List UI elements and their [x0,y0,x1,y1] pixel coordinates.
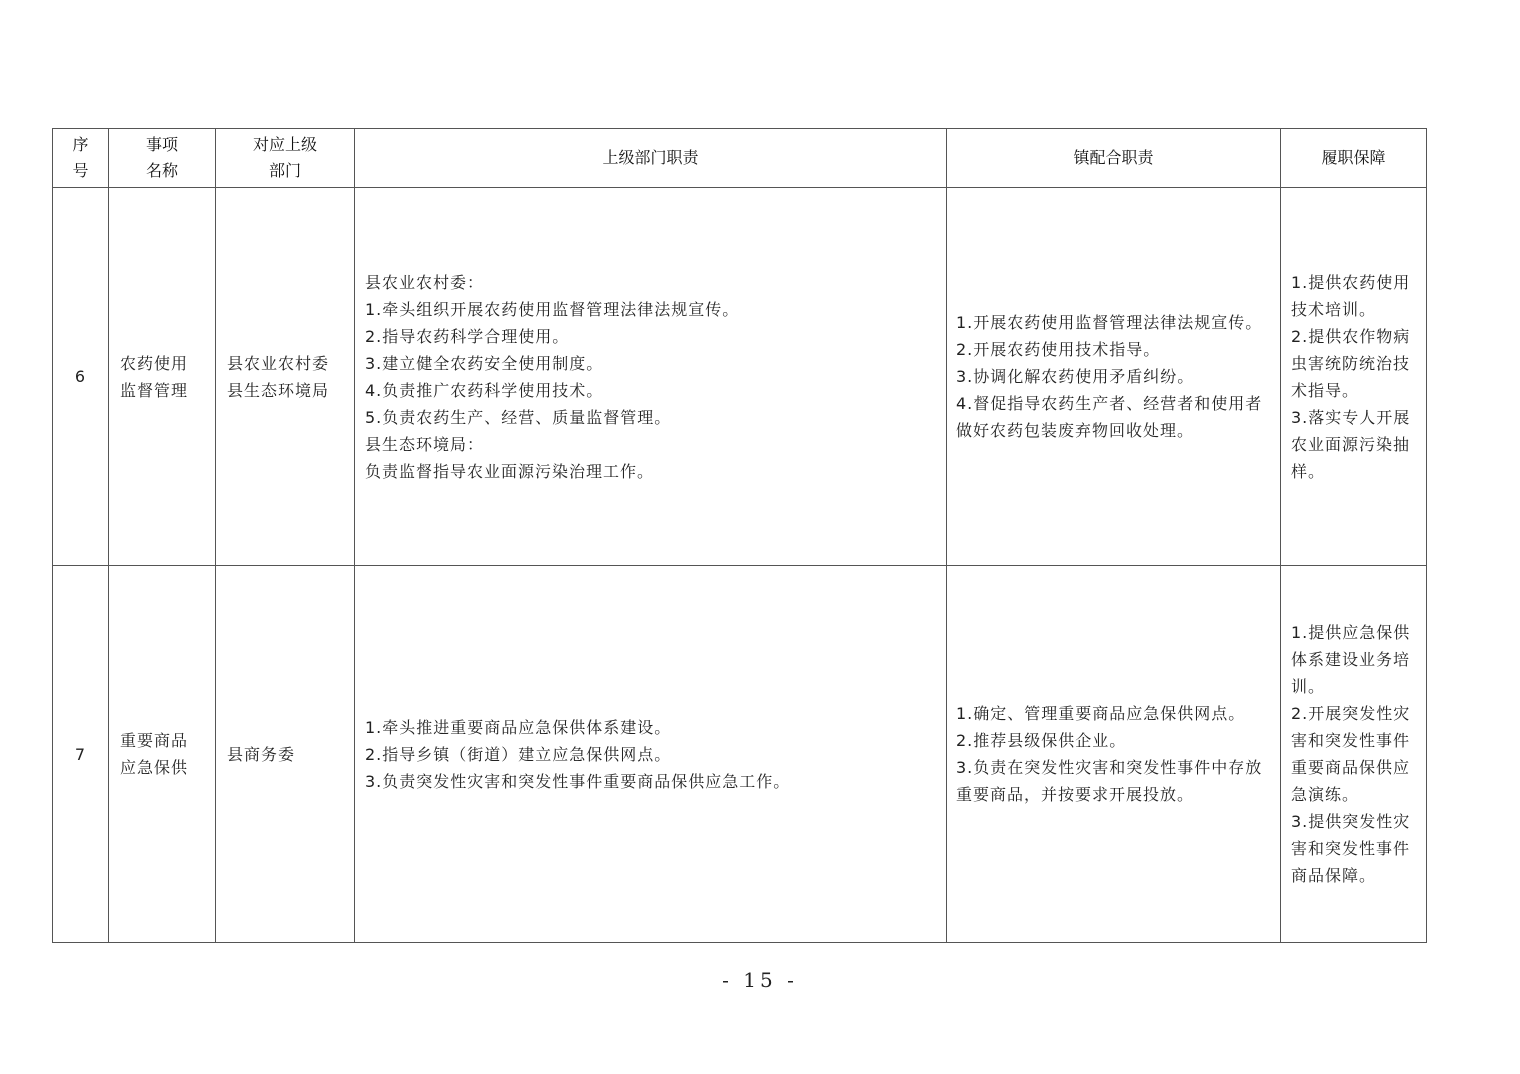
upper-duty-line: 县农业农村委： [365,272,485,292]
row-seq: 6 [53,188,109,566]
row-guarantee [1281,566,1427,943]
header-town-duty: 镇配合职责 [947,129,1281,188]
table-row [53,188,1427,566]
header-guarantee: 履职保障 [1281,129,1427,188]
row-upper-duty [355,188,947,566]
guarantee-line: 3.提供突发性灾害和突发性事件商品保障。 [1291,812,1411,885]
item-name-line: 重要商品 [120,731,189,750]
header-item-name-line: 名称 [145,161,178,180]
upper-duty-line: 4.负责推广农药科学使用技术。 [365,380,604,400]
row-item-name [109,566,216,943]
duty-table [52,128,1427,943]
town-duty-line: 4.督促指导农药生产者、经营者和使用者做好农药包装废弃物回收处理。 [956,394,1263,440]
upper-duty-line: 县生态环境局： [365,434,485,454]
guarantee-line: 2.提供农作物病虫害统防统治技术指导。 [1291,326,1411,400]
upper-duty-line: 负责监督指导农业面源污染治理工作。 [365,461,655,481]
upper-dept-line: 县农业农村委 [227,353,330,373]
upper-duty-line: 1.牵头推进重要商品应急保供体系建设。 [365,717,672,737]
upper-dept-line: 县生态环境局 [227,380,330,400]
row-upper-dept [216,188,355,566]
row-item-name [109,188,216,566]
guarantee-line: 3.落实专人开展农业面源污染抽样。 [1291,407,1411,481]
header-seq [53,129,109,188]
guarantee-line: 2.开展突发性灾害和突发性事件重要商品保供应急演练。 [1291,704,1411,804]
row-upper-duty [355,566,947,943]
town-duty-line: 1.开展农药使用监督管理法律法规宣传。 [956,313,1263,332]
header-upper-dept [216,129,355,188]
header-seq-line: 号 [72,161,89,180]
upper-duty-line: 2.指导农药科学合理使用。 [365,326,570,346]
upper-duty-line: 2.指导乡镇（街道）建立应急保供网点。 [365,744,672,764]
row-town-duty [947,566,1281,943]
guarantee-line: 1.提供应急保供体系建设业务培训。 [1291,623,1411,696]
table-header-row [53,129,1427,188]
town-duty-line: 2.推荐县级保供企业。 [956,731,1127,750]
upper-dept-line: 县商务委 [227,744,296,764]
row-upper-dept [216,566,355,943]
row-seq: 7 [53,566,109,943]
item-name-line: 监督管理 [120,380,189,400]
upper-duty-line: 1.牵头组织开展农药使用监督管理法律法规宣传。 [365,299,740,319]
town-duty-line: 1.确定、管理重要商品应急保供网点。 [956,704,1246,723]
header-item-name-line: 事项 [145,135,178,154]
upper-duty-line: 3.建立健全农药安全使用制度。 [365,353,604,373]
row-guarantee [1281,188,1427,566]
header-upper-duty: 上级部门职责 [355,129,947,188]
town-duty-line: 2.开展农药使用技术指导。 [956,340,1161,359]
header-item-name [109,129,216,188]
page-number: - 15 - [722,968,798,992]
item-name-line: 农药使用 [120,353,189,373]
town-duty-line: 3.负责在突发性灾害和突发性事件中存放重要商品，并按要求开展投放。 [956,758,1263,804]
upper-duty-line: 5.负责农药生产、经营、质量监督管理。 [365,407,672,427]
row-town-duty [947,188,1281,566]
guarantee-line: 1.提供农药使用技术培训。 [1291,272,1411,319]
table-row [53,566,1427,943]
town-duty-line: 3.协调化解农药使用矛盾纠纷。 [956,367,1195,386]
header-upper-dept-line: 部门 [268,161,301,180]
header-seq-line: 序 [72,135,89,154]
item-name-line: 应急保供 [120,758,189,777]
upper-duty-line: 3.负责突发性灾害和突发性事件重要商品保供应急工作。 [365,771,791,791]
header-upper-dept-line: 对应上级 [252,135,317,154]
